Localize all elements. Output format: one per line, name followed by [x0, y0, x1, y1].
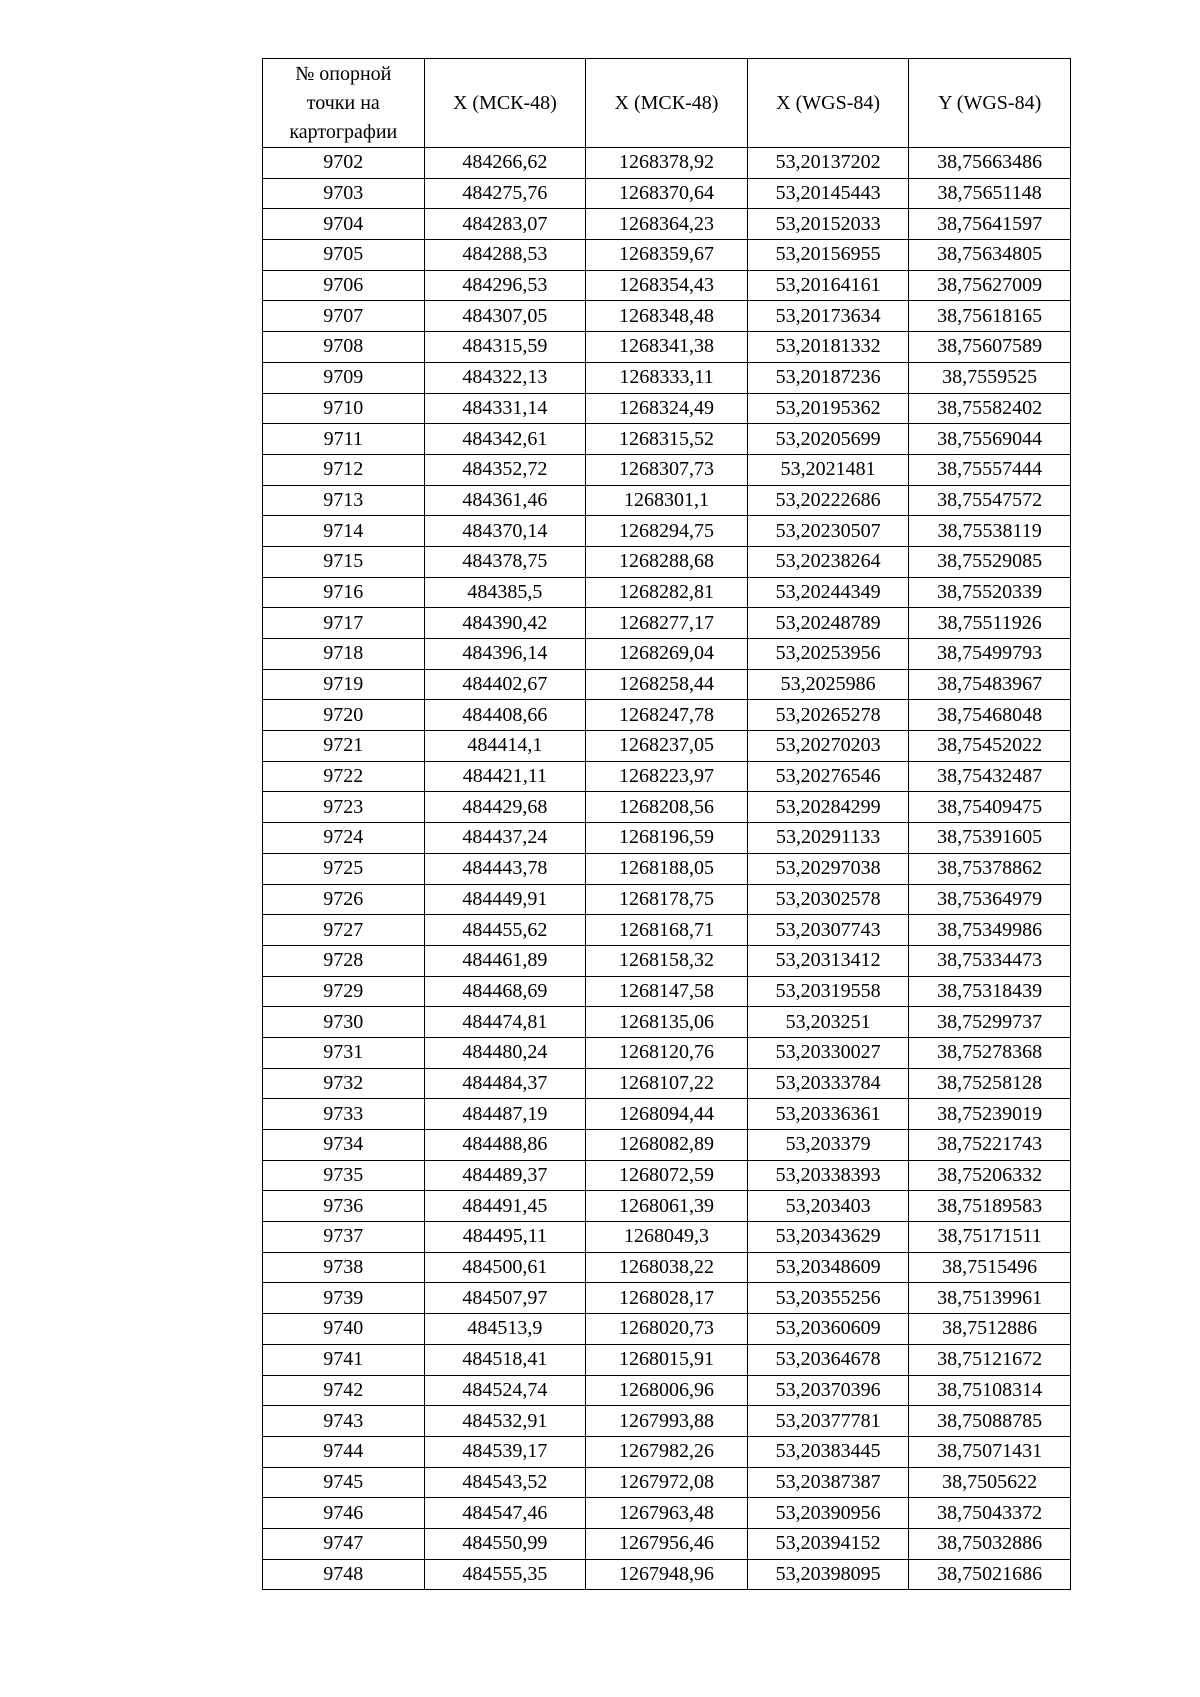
cell-y-wgs84: 38,75334473 [909, 945, 1071, 976]
cell-point-number: 9737 [263, 1222, 425, 1253]
cell-x-msk48-second: 1268294,75 [586, 516, 748, 547]
cell-x-wgs84: 53,203379 [747, 1130, 909, 1161]
cell-x-wgs84: 53,20387387 [747, 1467, 909, 1498]
table-row [263, 148, 1071, 179]
cell-x-msk48: 484539,17 [424, 1436, 586, 1467]
cell-y-wgs84: 38,75547572 [909, 485, 1071, 516]
cell-x-wgs84: 53,20265278 [747, 700, 909, 731]
cell-x-msk48-second: 1268341,38 [586, 332, 748, 363]
table-row [263, 731, 1071, 762]
cell-x-wgs84: 53,20297038 [747, 853, 909, 884]
cell-x-wgs84: 53,20333784 [747, 1068, 909, 1099]
cell-x-msk48: 484402,67 [424, 669, 586, 700]
cell-y-wgs84: 38,7505622 [909, 1467, 1071, 1498]
cell-x-msk48: 484550,99 [424, 1528, 586, 1559]
table-row [263, 639, 1071, 670]
cell-x-wgs84: 53,203251 [747, 1007, 909, 1038]
cell-x-msk48: 484443,78 [424, 853, 586, 884]
cell-x-msk48-second: 1267982,26 [586, 1436, 748, 1467]
cell-y-wgs84: 38,75468048 [909, 700, 1071, 731]
table-row [263, 1068, 1071, 1099]
cell-x-msk48-second: 1268359,67 [586, 240, 748, 271]
cell-y-wgs84: 38,75569044 [909, 424, 1071, 455]
cell-y-wgs84: 38,75239019 [909, 1099, 1071, 1130]
cell-x-msk48: 484414,1 [424, 731, 586, 762]
cell-x-msk48-second: 1268348,48 [586, 301, 748, 332]
cell-x-wgs84: 53,20230507 [747, 516, 909, 547]
cell-point-number: 9743 [263, 1406, 425, 1437]
table-row [263, 1344, 1071, 1375]
cell-point-number: 9717 [263, 608, 425, 639]
cell-x-msk48: 484437,24 [424, 823, 586, 854]
table-row [263, 945, 1071, 976]
cell-x-msk48: 484507,97 [424, 1283, 586, 1314]
table-row [263, 577, 1071, 608]
cell-x-msk48: 484461,89 [424, 945, 586, 976]
cell-x-msk48-second: 1268307,73 [586, 454, 748, 485]
cell-x-msk48: 484390,42 [424, 608, 586, 639]
cell-point-number: 9713 [263, 485, 425, 516]
cell-point-number: 9745 [263, 1467, 425, 1498]
table-row [263, 608, 1071, 639]
cell-y-wgs84: 38,75318439 [909, 976, 1071, 1007]
cell-x-wgs84: 53,20313412 [747, 945, 909, 976]
cell-x-msk48-second: 1268061,39 [586, 1191, 748, 1222]
table-row [263, 1160, 1071, 1191]
cell-x-msk48: 484288,53 [424, 240, 586, 271]
cell-x-wgs84: 53,20377781 [747, 1406, 909, 1437]
cell-x-msk48-second: 1268038,22 [586, 1252, 748, 1283]
cell-point-number: 9705 [263, 240, 425, 271]
cell-x-msk48: 484331,14 [424, 393, 586, 424]
cell-x-wgs84: 53,20307743 [747, 915, 909, 946]
cell-x-msk48-second: 1268168,71 [586, 915, 748, 946]
table-row [263, 1406, 1071, 1437]
table-row [263, 546, 1071, 577]
cell-x-msk48-second: 1268158,32 [586, 945, 748, 976]
cell-x-msk48: 484408,66 [424, 700, 586, 731]
cell-x-wgs84: 53,20222686 [747, 485, 909, 516]
header-x-msk48: X (МСК-48) [424, 59, 586, 148]
table-row [263, 485, 1071, 516]
cell-x-wgs84: 53,20145443 [747, 178, 909, 209]
table-row [263, 976, 1071, 1007]
cell-point-number: 9741 [263, 1344, 425, 1375]
table-row [263, 669, 1071, 700]
cell-x-msk48: 484283,07 [424, 209, 586, 240]
cell-x-msk48: 484296,53 [424, 270, 586, 301]
table-row [263, 424, 1071, 455]
cell-point-number: 9716 [263, 577, 425, 608]
cell-point-number: 9729 [263, 976, 425, 1007]
cell-x-msk48-second: 1268072,59 [586, 1160, 748, 1191]
cell-x-msk48-second: 1268178,75 [586, 884, 748, 915]
table-row [263, 823, 1071, 854]
cell-x-msk48-second: 1268094,44 [586, 1099, 748, 1130]
cell-point-number: 9728 [263, 945, 425, 976]
cell-y-wgs84: 38,75452022 [909, 731, 1071, 762]
cell-x-msk48-second: 1268288,68 [586, 546, 748, 577]
table-row [263, 915, 1071, 946]
cell-y-wgs84: 38,75221743 [909, 1130, 1071, 1161]
cell-point-number: 9714 [263, 516, 425, 547]
table-row [263, 1037, 1071, 1068]
cell-x-msk48-second: 1268147,58 [586, 976, 748, 1007]
cell-x-msk48: 484370,14 [424, 516, 586, 547]
cell-y-wgs84: 38,75634805 [909, 240, 1071, 271]
cell-x-msk48-second: 1268370,64 [586, 178, 748, 209]
cell-point-number: 9718 [263, 639, 425, 670]
cell-x-wgs84: 53,20238264 [747, 546, 909, 577]
table-row [263, 1498, 1071, 1529]
cell-y-wgs84: 38,75299737 [909, 1007, 1071, 1038]
cell-point-number: 9719 [263, 669, 425, 700]
cell-point-number: 9747 [263, 1528, 425, 1559]
table-row [263, 1099, 1071, 1130]
cell-point-number: 9723 [263, 792, 425, 823]
cell-x-msk48-second: 1268237,05 [586, 731, 748, 762]
cell-y-wgs84: 38,75206332 [909, 1160, 1071, 1191]
cell-x-msk48: 484513,9 [424, 1314, 586, 1345]
cell-x-wgs84: 53,20187236 [747, 362, 909, 393]
cell-point-number: 9742 [263, 1375, 425, 1406]
cell-point-number: 9721 [263, 731, 425, 762]
cell-x-wgs84: 53,20270203 [747, 731, 909, 762]
cell-x-msk48-second: 1268196,59 [586, 823, 748, 854]
cell-x-msk48: 484396,14 [424, 639, 586, 670]
table-row [263, 332, 1071, 363]
cell-y-wgs84: 38,75651148 [909, 178, 1071, 209]
table-row [263, 700, 1071, 731]
cell-x-wgs84: 53,20284299 [747, 792, 909, 823]
cell-x-msk48: 484491,45 [424, 1191, 586, 1222]
cell-y-wgs84: 38,75538119 [909, 516, 1071, 547]
table-row [263, 1007, 1071, 1038]
cell-point-number: 9736 [263, 1191, 425, 1222]
table-row [263, 393, 1071, 424]
header-point-line-1: № опорной [295, 62, 392, 85]
cell-point-number: 9744 [263, 1436, 425, 1467]
cell-x-msk48-second: 1268258,44 [586, 669, 748, 700]
cell-y-wgs84: 38,75409475 [909, 792, 1071, 823]
cell-point-number: 9734 [263, 1130, 425, 1161]
cell-x-msk48-second: 1268324,49 [586, 393, 748, 424]
cell-x-msk48: 484266,62 [424, 148, 586, 179]
cell-y-wgs84: 38,75171511 [909, 1222, 1071, 1253]
cell-x-msk48-second: 1268315,52 [586, 424, 748, 455]
cell-x-wgs84: 53,20394152 [747, 1528, 909, 1559]
table-row [263, 1222, 1071, 1253]
table-row [263, 792, 1071, 823]
cell-x-wgs84: 53,20181332 [747, 332, 909, 363]
table-row [263, 1130, 1071, 1161]
cell-point-number: 9727 [263, 915, 425, 946]
cell-x-msk48-second: 1268015,91 [586, 1344, 748, 1375]
cell-x-wgs84: 53,20338393 [747, 1160, 909, 1191]
cell-y-wgs84: 38,75582402 [909, 393, 1071, 424]
cell-x-msk48: 484487,19 [424, 1099, 586, 1130]
table-row [263, 1191, 1071, 1222]
cell-y-wgs84: 38,75071431 [909, 1436, 1071, 1467]
cell-x-msk48: 484342,61 [424, 424, 586, 455]
cell-x-msk48-second: 1268049,3 [586, 1222, 748, 1253]
cell-x-msk48-second: 1268247,78 [586, 700, 748, 731]
cell-x-msk48: 484352,72 [424, 454, 586, 485]
cell-y-wgs84: 38,75499793 [909, 639, 1071, 670]
cell-x-wgs84: 53,2021481 [747, 454, 909, 485]
cell-x-msk48: 484532,91 [424, 1406, 586, 1437]
table-row [263, 1314, 1071, 1345]
cell-x-wgs84: 53,20390956 [747, 1498, 909, 1529]
cell-point-number: 9708 [263, 332, 425, 363]
cell-point-number: 9724 [263, 823, 425, 854]
table-row [263, 853, 1071, 884]
cell-x-wgs84: 53,20276546 [747, 761, 909, 792]
cell-x-msk48: 484429,68 [424, 792, 586, 823]
cell-x-msk48-second: 1268301,1 [586, 485, 748, 516]
cell-x-msk48-second: 1268277,17 [586, 608, 748, 639]
cell-y-wgs84: 38,75520339 [909, 577, 1071, 608]
cell-y-wgs84: 38,75663486 [909, 148, 1071, 179]
cell-x-msk48: 484489,37 [424, 1160, 586, 1191]
cell-point-number: 9746 [263, 1498, 425, 1529]
cell-x-msk48: 484547,46 [424, 1498, 586, 1529]
cell-x-wgs84: 53,2025986 [747, 669, 909, 700]
cell-x-msk48-second: 1268028,17 [586, 1283, 748, 1314]
cell-y-wgs84: 38,7515496 [909, 1252, 1071, 1283]
cell-y-wgs84: 38,75618165 [909, 301, 1071, 332]
cell-x-msk48: 484275,76 [424, 178, 586, 209]
cell-x-msk48-second: 1267948,96 [586, 1559, 748, 1590]
cell-x-msk48: 484322,13 [424, 362, 586, 393]
cell-x-wgs84: 53,20336361 [747, 1099, 909, 1130]
cell-point-number: 9740 [263, 1314, 425, 1345]
cell-y-wgs84: 38,75364979 [909, 884, 1071, 915]
cell-x-msk48: 484378,75 [424, 546, 586, 577]
cell-y-wgs84: 38,75189583 [909, 1191, 1071, 1222]
cell-y-wgs84: 38,75021686 [909, 1559, 1071, 1590]
cell-y-wgs84: 38,75139961 [909, 1283, 1071, 1314]
cell-x-msk48: 484488,86 [424, 1130, 586, 1161]
cell-x-msk48: 484543,52 [424, 1467, 586, 1498]
cell-x-msk48-second: 1268333,11 [586, 362, 748, 393]
header-x-wgs84: X (WGS-84) [747, 59, 909, 148]
cell-x-msk48-second: 1268354,43 [586, 270, 748, 301]
cell-x-wgs84: 53,20398095 [747, 1559, 909, 1590]
cell-point-number: 9739 [263, 1283, 425, 1314]
cell-point-number: 9720 [263, 700, 425, 731]
table-row [263, 1252, 1071, 1283]
cell-y-wgs84: 38,7512886 [909, 1314, 1071, 1345]
cell-x-msk48-second: 1268269,04 [586, 639, 748, 670]
cell-x-msk48: 484495,11 [424, 1222, 586, 1253]
cell-x-wgs84: 53,20205699 [747, 424, 909, 455]
cell-x-msk48: 484500,61 [424, 1252, 586, 1283]
table-row [263, 1436, 1071, 1467]
cell-y-wgs84: 38,75511926 [909, 608, 1071, 639]
cell-y-wgs84: 38,75378862 [909, 853, 1071, 884]
cell-x-wgs84: 53,20360609 [747, 1314, 909, 1345]
table-header-row [263, 59, 1071, 148]
cell-x-msk48-second: 1268378,92 [586, 148, 748, 179]
cell-x-msk48: 484555,35 [424, 1559, 586, 1590]
cell-x-wgs84: 53,20370396 [747, 1375, 909, 1406]
cell-x-wgs84: 53,203403 [747, 1191, 909, 1222]
cell-point-number: 9725 [263, 853, 425, 884]
cell-y-wgs84: 38,75121672 [909, 1344, 1071, 1375]
cell-x-wgs84: 53,20348609 [747, 1252, 909, 1283]
cell-y-wgs84: 38,75483967 [909, 669, 1071, 700]
cell-point-number: 9710 [263, 393, 425, 424]
cell-x-msk48-second: 1268188,05 [586, 853, 748, 884]
cell-x-wgs84: 53,20364678 [747, 1344, 909, 1375]
cell-y-wgs84: 38,75529085 [909, 546, 1071, 577]
cell-point-number: 9738 [263, 1252, 425, 1283]
cell-x-wgs84: 53,20330027 [747, 1037, 909, 1068]
cell-x-wgs84: 53,20164161 [747, 270, 909, 301]
cell-x-msk48-second: 1267956,46 [586, 1528, 748, 1559]
cell-x-wgs84: 53,20291133 [747, 823, 909, 854]
table-body [263, 148, 1071, 1590]
cell-y-wgs84: 38,75088785 [909, 1406, 1071, 1437]
cell-x-msk48-second: 1268208,56 [586, 792, 748, 823]
cell-x-msk48: 484524,74 [424, 1375, 586, 1406]
cell-x-wgs84: 53,20343629 [747, 1222, 909, 1253]
header-point-line-3: картографии [289, 120, 398, 143]
cell-x-wgs84: 53,20156955 [747, 240, 909, 271]
cell-x-msk48-second: 1267993,88 [586, 1406, 748, 1437]
table-row [263, 362, 1071, 393]
cell-x-wgs84: 53,20137202 [747, 148, 909, 179]
table-row [263, 178, 1071, 209]
cell-y-wgs84: 38,75258128 [909, 1068, 1071, 1099]
cell-point-number: 9704 [263, 209, 425, 240]
cell-y-wgs84: 38,75641597 [909, 209, 1071, 240]
cell-x-msk48: 484385,5 [424, 577, 586, 608]
cell-y-wgs84: 38,7559525 [909, 362, 1071, 393]
table-row [263, 1283, 1071, 1314]
cell-x-msk48-second: 1268107,22 [586, 1068, 748, 1099]
cell-x-wgs84: 53,20248789 [747, 608, 909, 639]
table-row [263, 1528, 1071, 1559]
cell-x-msk48-second: 1267972,08 [586, 1467, 748, 1498]
header-x-msk48-second: X (МСК-48) [586, 59, 748, 148]
cell-point-number: 9703 [263, 178, 425, 209]
table-row [263, 516, 1071, 547]
cell-x-msk48-second: 1268082,89 [586, 1130, 748, 1161]
cell-y-wgs84: 38,75032886 [909, 1528, 1071, 1559]
cell-x-wgs84: 53,20355256 [747, 1283, 909, 1314]
cell-x-msk48: 484474,81 [424, 1007, 586, 1038]
cell-x-wgs84: 53,20253956 [747, 639, 909, 670]
cell-y-wgs84: 38,75432487 [909, 761, 1071, 792]
cell-x-wgs84: 53,20302578 [747, 884, 909, 915]
cell-y-wgs84: 38,75108314 [909, 1375, 1071, 1406]
cell-x-wgs84: 53,20383445 [747, 1436, 909, 1467]
cell-x-msk48: 484484,37 [424, 1068, 586, 1099]
table-row [263, 884, 1071, 915]
cell-x-wgs84: 53,20244349 [747, 577, 909, 608]
cell-point-number: 9707 [263, 301, 425, 332]
cell-x-msk48-second: 1268135,06 [586, 1007, 748, 1038]
table-row [263, 240, 1071, 271]
cell-x-msk48-second: 1268020,73 [586, 1314, 748, 1345]
table-row [263, 270, 1071, 301]
cell-x-msk48: 484480,24 [424, 1037, 586, 1068]
cell-x-wgs84: 53,20195362 [747, 393, 909, 424]
cell-x-msk48: 484449,91 [424, 884, 586, 915]
cell-x-wgs84: 53,20173634 [747, 301, 909, 332]
cell-x-wgs84: 53,20319558 [747, 976, 909, 1007]
cell-x-msk48: 484468,69 [424, 976, 586, 1007]
cell-point-number: 9711 [263, 424, 425, 455]
cell-x-msk48: 484361,46 [424, 485, 586, 516]
cell-point-number: 9731 [263, 1037, 425, 1068]
header-y-wgs84: Y (WGS-84) [909, 59, 1071, 148]
cell-y-wgs84: 38,75557444 [909, 454, 1071, 485]
cell-point-number: 9709 [263, 362, 425, 393]
table-row [263, 1467, 1071, 1498]
cell-point-number: 9726 [263, 884, 425, 915]
cell-y-wgs84: 38,75043372 [909, 1498, 1071, 1529]
cell-y-wgs84: 38,75278368 [909, 1037, 1071, 1068]
cell-x-msk48: 484518,41 [424, 1344, 586, 1375]
cell-point-number: 9712 [263, 454, 425, 485]
table-row [263, 1559, 1071, 1590]
table-row [263, 1375, 1071, 1406]
cell-x-wgs84: 53,20152033 [747, 209, 909, 240]
cell-x-msk48: 484315,59 [424, 332, 586, 363]
table-row [263, 301, 1071, 332]
cell-y-wgs84: 38,75349986 [909, 915, 1071, 946]
cell-x-msk48-second: 1268006,96 [586, 1375, 748, 1406]
table-row [263, 454, 1071, 485]
cell-y-wgs84: 38,75627009 [909, 270, 1071, 301]
cell-point-number: 9706 [263, 270, 425, 301]
cell-point-number: 9730 [263, 1007, 425, 1038]
cell-point-number: 9748 [263, 1559, 425, 1590]
table-row [263, 209, 1071, 240]
cell-x-msk48-second: 1268223,97 [586, 761, 748, 792]
cell-x-msk48-second: 1268120,76 [586, 1037, 748, 1068]
cell-y-wgs84: 38,75607589 [909, 332, 1071, 363]
cell-x-msk48-second: 1268282,81 [586, 577, 748, 608]
cell-x-msk48: 484455,62 [424, 915, 586, 946]
cell-y-wgs84: 38,75391605 [909, 823, 1071, 854]
cell-x-msk48-second: 1267963,48 [586, 1498, 748, 1529]
cell-point-number: 9715 [263, 546, 425, 577]
cell-x-msk48: 484421,11 [424, 761, 586, 792]
cell-point-number: 9735 [263, 1160, 425, 1191]
cell-point-number: 9733 [263, 1099, 425, 1130]
header-point-number [263, 59, 425, 148]
cell-point-number: 9722 [263, 761, 425, 792]
cell-point-number: 9702 [263, 148, 425, 179]
cell-x-msk48: 484307,05 [424, 301, 586, 332]
cell-x-msk48-second: 1268364,23 [586, 209, 748, 240]
header-point-line-2: точки на [306, 91, 380, 114]
table-row [263, 761, 1071, 792]
control-points-table [262, 58, 1071, 1590]
cell-point-number: 9732 [263, 1068, 425, 1099]
